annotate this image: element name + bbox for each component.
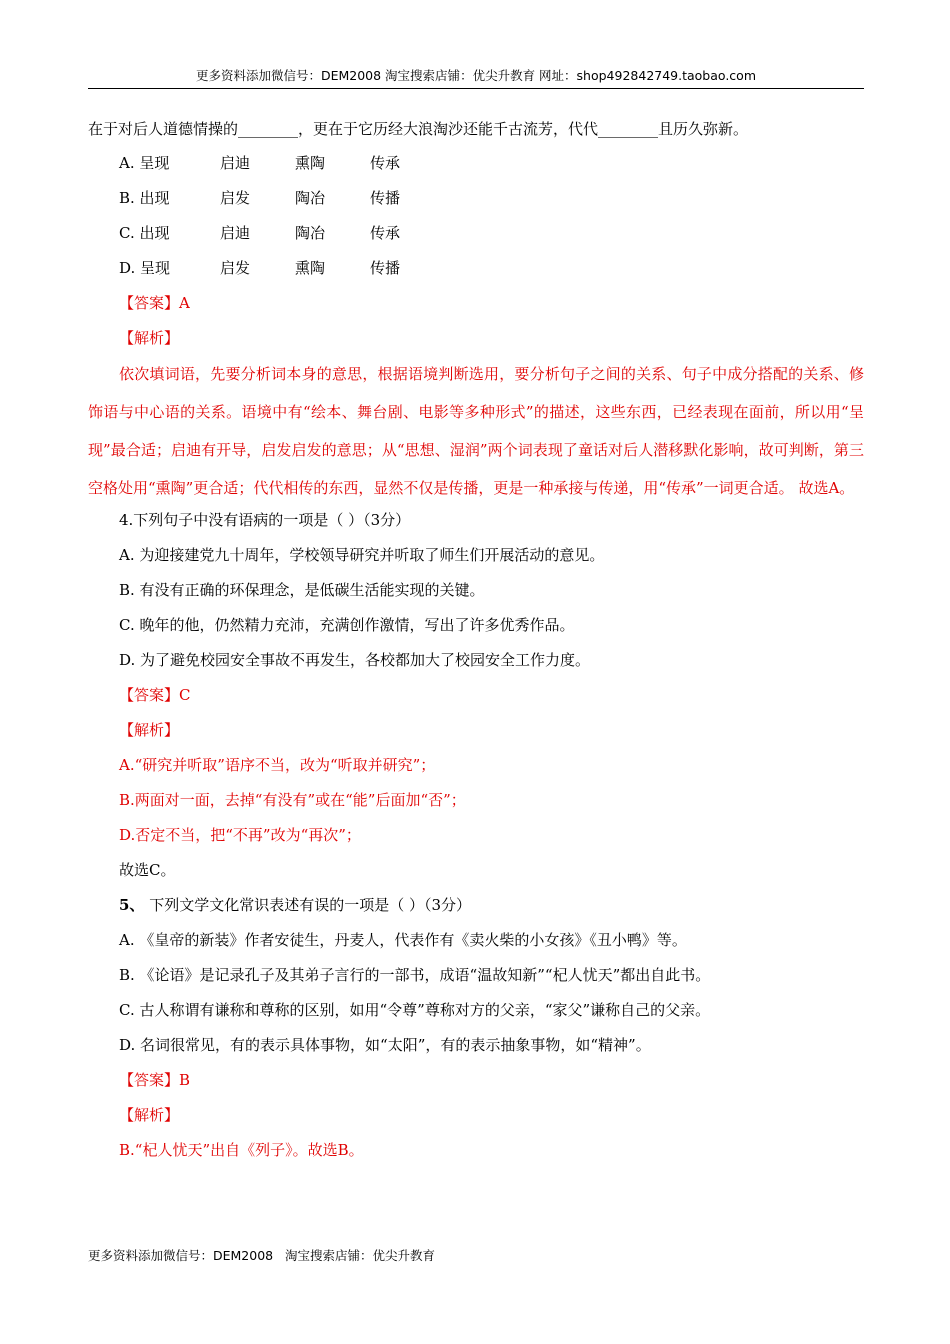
footer-text: 更多资料添加微信号：DEM2008 淘宝搜索店铺：优尖升教育 (88, 1248, 436, 1263)
q4-option-c: C. 晚年的他，仍然精力充沛，充满创作激情，写出了许多优秀作品。 (119, 616, 575, 634)
option-cell: B. 出现 (119, 189, 170, 207)
q4-option-d: D. 为了避免校园安全事故不再发生，各校都加大了校园安全工作力度。 (119, 651, 591, 669)
option-cell: 熏陶 (295, 154, 326, 172)
q5-stem (88, 888, 864, 923)
q3-analysis-label: 【解析】 (119, 329, 180, 347)
q4-answer: 【答案】C (119, 686, 191, 704)
q4-stem: 4.下列句子中没有语病的一项是（ ）（3分） (119, 511, 411, 529)
q5-answer: 【答案】B (119, 1071, 191, 1089)
q5-analysis-label: 【解析】 (119, 1106, 180, 1124)
q4-option-b: B. 有没有正确的环保理念，是低碳生活能实现的关键。 (119, 581, 485, 599)
q5-option-d: D. 名词很常见，有的表示具体事物，如“太阳”，有的表示抽象事物，如“精神”。 (119, 1036, 651, 1054)
option-cell: C. 出现 (119, 224, 170, 242)
page-footer (88, 1246, 435, 1264)
option-cell: 熏陶 (295, 259, 326, 277)
q4-analysis-line: B.两面对一面，去掉“有没有”或在“能”后面加“否”； (119, 791, 466, 809)
q5-option-c: C. 古人称谓有谦称和尊称的区别，如用“令尊”尊称对方的父亲，“家父”谦称自己的父亲。 (119, 1001, 711, 1019)
option-cell: 启发 (220, 189, 251, 207)
option-cell: D. 呈现 (119, 259, 171, 277)
header-text: 更多资料添加微信号：DEM2008 淘宝搜索店铺：优尖升教育 网址：shop492842749.taobao.com (195, 68, 757, 83)
q3-stem: 在于对后人道德情操的________，更在于它历经大浪淘沙还能千古流芳，代代________且历久弥新。 (88, 120, 749, 138)
q3-option-d (88, 251, 864, 286)
q5-option-a: A. 《皇帝的新装》作者安徒生，丹麦人，代表作有《卖火柴的小女孩》《丑小鸭》等。 (119, 931, 687, 949)
q3-option-b (88, 181, 864, 216)
q3-option-c (88, 216, 864, 251)
q3-answer: 【答案】A (119, 294, 190, 312)
option-cell: A. 呈现 (119, 154, 170, 172)
q5-stem-text: 下列文学文化常识表述有误的一项是（ ）（3分） (144, 896, 472, 914)
q4-conclusion: 故选C。 (119, 861, 176, 879)
q4-analysis-line: A.“研究并听取”语序不当，改为“听取并研究”； (119, 756, 436, 774)
q4-option-a: A. 为迎接建党九十周年，学校领导研究并听取了师生们开展活动的意见。 (119, 546, 605, 564)
option-cell: 传播 (370, 189, 401, 207)
q5-option-b: B. 《论语》是记录孔子及其弟子言行的一部书，成语“温故知新”“杞人忧天”都出自此书。 (119, 966, 711, 984)
q5-analysis: B.“杞人忧天”出自《列子》。故选B。 (119, 1141, 364, 1159)
q4-analysis-line: D.否定不当，把“不再”改为“再次”； (119, 826, 361, 844)
option-cell: 传承 (370, 154, 401, 172)
option-cell: 传播 (370, 259, 401, 277)
q3-analysis: 依次填词语，先要分析词本身的意思，根据语境判断选用，要分析句子之间的关系、句子中成分搭配的关系、修饰语与中心语的关系。语境中有“绘本、舞台剧、电影等多种形式”的描述，这些东西，已经表现在面前，所以用“呈现”最合适；启迪有开导，启发启发的意思；从“思想、湿润”两个词表现了童话对后人潜移默化影响，故可判断，第三空格处用“熏陶”更合适；代代相传的东西，显然不仅是传播，更是一种承接与传递，用“传承”一词更合适。 故选A。 (88, 365, 864, 497)
page-header (88, 66, 864, 89)
option-cell: 启发 (220, 259, 251, 277)
option-cell: 陶冶 (295, 224, 326, 242)
option-cell: 传承 (370, 224, 401, 242)
option-cell: 启迪 (220, 154, 251, 172)
document-body (88, 112, 864, 1168)
q5-number: 5、 (119, 896, 145, 914)
q3-option-a (88, 146, 864, 181)
option-cell: 陶冶 (295, 189, 326, 207)
q4-analysis-label: 【解析】 (119, 721, 180, 739)
option-cell: 启迪 (220, 224, 251, 242)
